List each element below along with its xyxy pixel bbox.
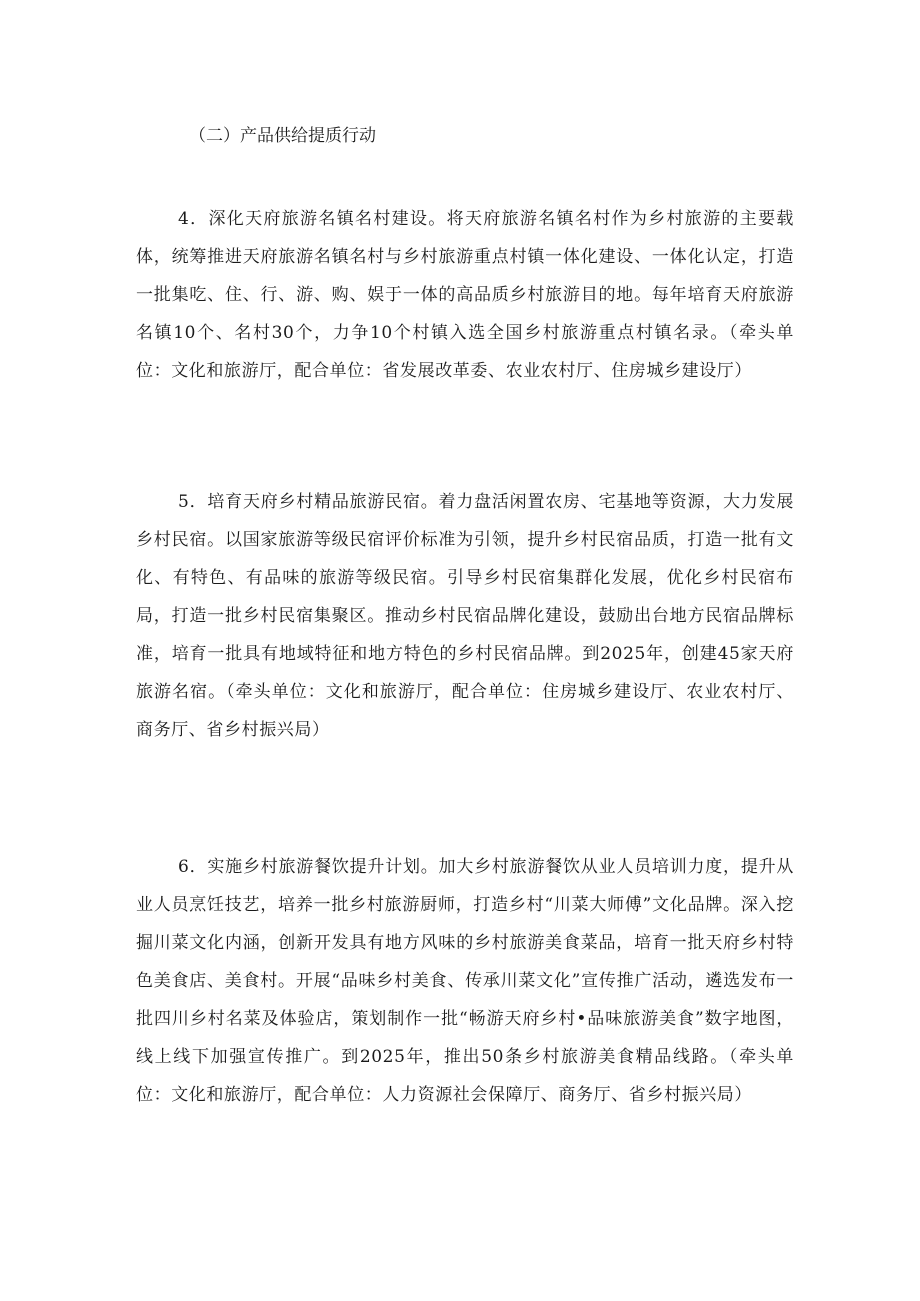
paragraph-item-4: 4．深化天府旅游名镇名村建设。将天府旅游名镇名村作为乡村旅游的主要载体，统筹推进天府旅游名镇名村与乡村旅游重点村镇一体化建设、一体化认定，打造一批集吃、住、行、游、购、娱于一体的高品质乡村旅游目的地。每年培育天府旅游名镇10个、名村30个，力争10个村镇入选全国乡村旅游重点村镇名录。（牵头单位：文化和旅游厅，配合单位：省发展改革委、农业农村厅、住房城乡建设厅） bbox=[136, 209, 794, 381]
section-heading: （二）产品供给提质行动 bbox=[189, 126, 376, 146]
paragraph-item-6: 6．实施乡村旅游餐饮提升计划。加大乡村旅游餐饮从业人员培训力度，提升从业人员烹饪技艺，培养一批乡村旅游厨师，打造乡村“川菜大师傅”文化品牌。深入挖掘川菜文化内涵，创新开发具有地方风味的乡村旅游美食菜品，培育一批天府乡村特色美食店、美食村。开展“品味乡村美食、传承川菜文化”宣传推广活动，遴选发布一批四川乡村名菜及体验店，策划制作一批“畅游天府乡村•品味旅游美食”数字地图，线上线下加强宣传推广。到2025年，推出50条乡村旅游美食精品线路。（牵头单位：文化和旅游厅，配合单位：人力资源社会保障厅、商务厅、省乡村振兴局） bbox=[136, 857, 794, 1105]
paragraph-item-5: 5．培育天府乡村精品旅游民宿。着力盘活闲置农房、宅基地等资源，大力发展乡村民宿。以国家旅游等级民宿评价标准为引领，提升乡村民宿品质，打造一批有文化、有特色、有品味的旅游等级民宿。引导乡村民宿集群化发展，优化乡村民宿布局，打造一批乡村民宿集聚区。推动乡村民宿品牌化建设，鼓励出台地方民宿品牌标准，培育一批具有地域特征和地方特色的乡村民宿品牌。到2025年，创建45家天府旅游名宿。（牵头单位：文化和旅游厅，配合单位：住房城乡建设厅、农业农村厅、商务厅、省乡村振兴局） bbox=[136, 492, 794, 740]
